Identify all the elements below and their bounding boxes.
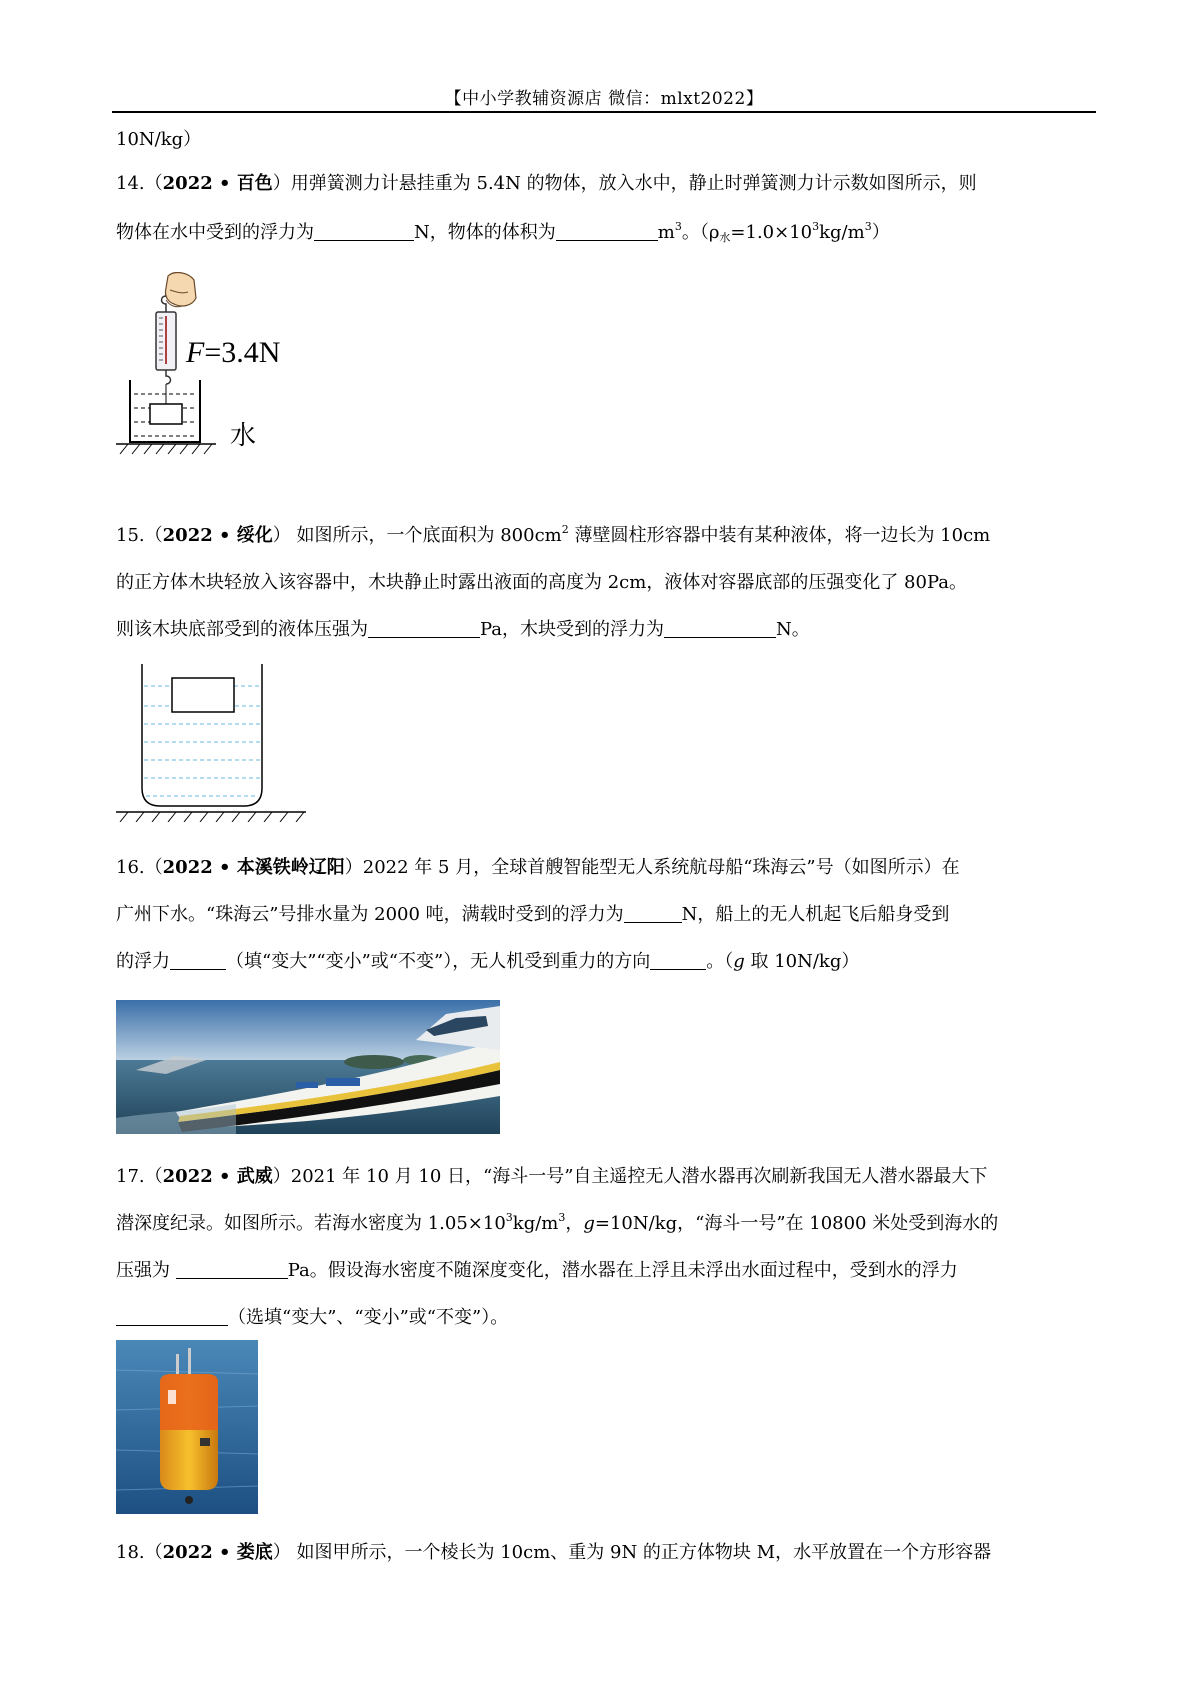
superscript: 3 (864, 220, 872, 233)
question-number: 17.（ (116, 1166, 163, 1187)
question-text: 压强为 (116, 1260, 176, 1281)
question-16-line-3 (116, 950, 859, 974)
superscript: 3 (812, 220, 820, 233)
force-label: F=3.4N (186, 336, 281, 369)
question-text: N，物体的体积为 (414, 222, 556, 243)
submerged-object (150, 404, 182, 424)
question-number: 16.（ (116, 857, 163, 878)
answer-blank[interactable] (624, 904, 682, 923)
spring-scale-figure (116, 272, 316, 494)
question-17-line-2 (116, 1212, 998, 1236)
page-header: 【中小学教辅资源店 微信：mlxt2022】 (444, 89, 764, 109)
answer-blank[interactable] (176, 1260, 288, 1279)
water-label: 水 (230, 421, 257, 451)
question-14-line-2 (116, 221, 890, 245)
question-15-line-3 (116, 618, 810, 642)
question-text: N。 (776, 619, 810, 640)
question-17-line-3 (116, 1259, 958, 1283)
question-text: ） (871, 222, 890, 243)
superscript: 3 (558, 1211, 566, 1224)
question-14-line-1 (116, 172, 977, 196)
question-text: 。（ρ (681, 222, 720, 243)
question-number: 15.（ (116, 525, 163, 546)
ship-photo (116, 1000, 500, 1134)
answer-blank[interactable] (116, 1307, 228, 1326)
answer-blank[interactable] (314, 222, 414, 241)
question-text: =1.0×10 (730, 222, 813, 243)
wood-block (172, 678, 234, 712)
question-text: ， (565, 1213, 584, 1234)
question-text: =10N/kg，“海斗一号”在 10800 米处受到海水的 (594, 1213, 999, 1234)
question-text: 取 10N/kg） (744, 951, 860, 972)
question-18-line-1 (116, 1541, 991, 1565)
question-text: （选填“变大”、“变小”或“不变”）。 (228, 1307, 509, 1328)
question-text: g (733, 951, 745, 972)
question-text: ）用弹簧测力计悬挂重为 5.4N 的物体，放入水中，静止时弹簧测力计示数如图所示，则 (272, 173, 977, 194)
question-source-tag: 2022 • 娄底 (162, 1542, 273, 1563)
question-number: 18.（ (116, 1542, 163, 1563)
question-text: 薄壁圆柱形容器中装有某种液体，将一边长为 10cm (568, 525, 991, 546)
question-text: ） 如图甲所示，一个棱长为 10cm、重为 9N 的正方体物块 M，水平放置在一个方形容器 (272, 1542, 992, 1563)
question-15-line-2: 的正方体木块轻放入该容器中，木块静止时露出液面的高度为 2cm，液体对容器底部的压强变化了 80Pa。 (116, 572, 967, 593)
answer-blank[interactable] (556, 222, 658, 241)
question-17-line-4 (116, 1306, 508, 1330)
hand-icon (165, 273, 196, 307)
question-17-line-1 (116, 1165, 987, 1189)
question-text: kg/m (512, 1213, 559, 1234)
question-text: g (583, 1213, 595, 1234)
question-text: kg/m (819, 222, 865, 243)
answer-blank[interactable] (170, 951, 226, 970)
superscript: 2 (561, 523, 569, 536)
question-text: 的浮力 (116, 951, 170, 972)
answer-blank[interactable] (368, 619, 480, 638)
question-text: Pa，木块受到的浮力为 (480, 619, 665, 640)
question-text: N，船上的无人机起飞后船身受到 (681, 904, 950, 925)
unit: m (657, 222, 675, 243)
question-source-tag: 2022 • 绥化 (162, 525, 273, 546)
question-source-tag: 2022 • 本溪铁岭辽阳 (162, 857, 345, 878)
question-text: ）2022 年 5 月，全球首艘智能型无人系统航母船“珠海云”号（如图所示）在 (344, 857, 960, 878)
answer-blank[interactable] (650, 951, 706, 970)
question-16-line-1 (116, 856, 960, 880)
submersible-photo (116, 1340, 258, 1514)
question-text: Pa。假设海水密度不随深度变化，潜水器在上浮且未浮出水面过程中，受到水的浮力 (287, 1260, 958, 1281)
question-text: 物体在水中受到的浮力为 (116, 222, 314, 243)
question-text: ）2021 年 10 月 10 日，“海斗一号”自主遥控无人潜水器再次刷新我国无人潜水器最大下 (272, 1166, 988, 1187)
question-16-line-2 (116, 903, 949, 927)
question-number: 14.（ (116, 173, 163, 194)
question-text: 潜深度纪录。如图所示。若海水密度为 1.05×10 (116, 1213, 506, 1234)
container-figure (116, 662, 316, 822)
question-source-tag: 2022 • 百色 (162, 173, 273, 194)
superscript: 3 (674, 220, 682, 233)
question-text: 广州下水。“珠海云”号排水量为 2000 吨，满载时受到的浮力为 (116, 904, 624, 925)
header-rule (112, 111, 1096, 113)
question-source-tag: 2022 • 武威 (162, 1166, 273, 1187)
question-text: （填“变大”“变小”或“不变”），无人机受到重力的方向 (226, 951, 651, 972)
superscript: 3 (505, 1211, 513, 1224)
previous-question-tail: 10N/kg） (116, 129, 202, 150)
subscript: 水 (719, 231, 731, 244)
question-15-line-1 (116, 524, 990, 548)
question-text: ） 如图所示，一个底面积为 800cm (272, 525, 562, 546)
answer-blank[interactable] (664, 619, 776, 638)
question-text: 则该木块底部受到的液体压强为 (116, 619, 368, 640)
question-text: 。（ (706, 951, 734, 972)
